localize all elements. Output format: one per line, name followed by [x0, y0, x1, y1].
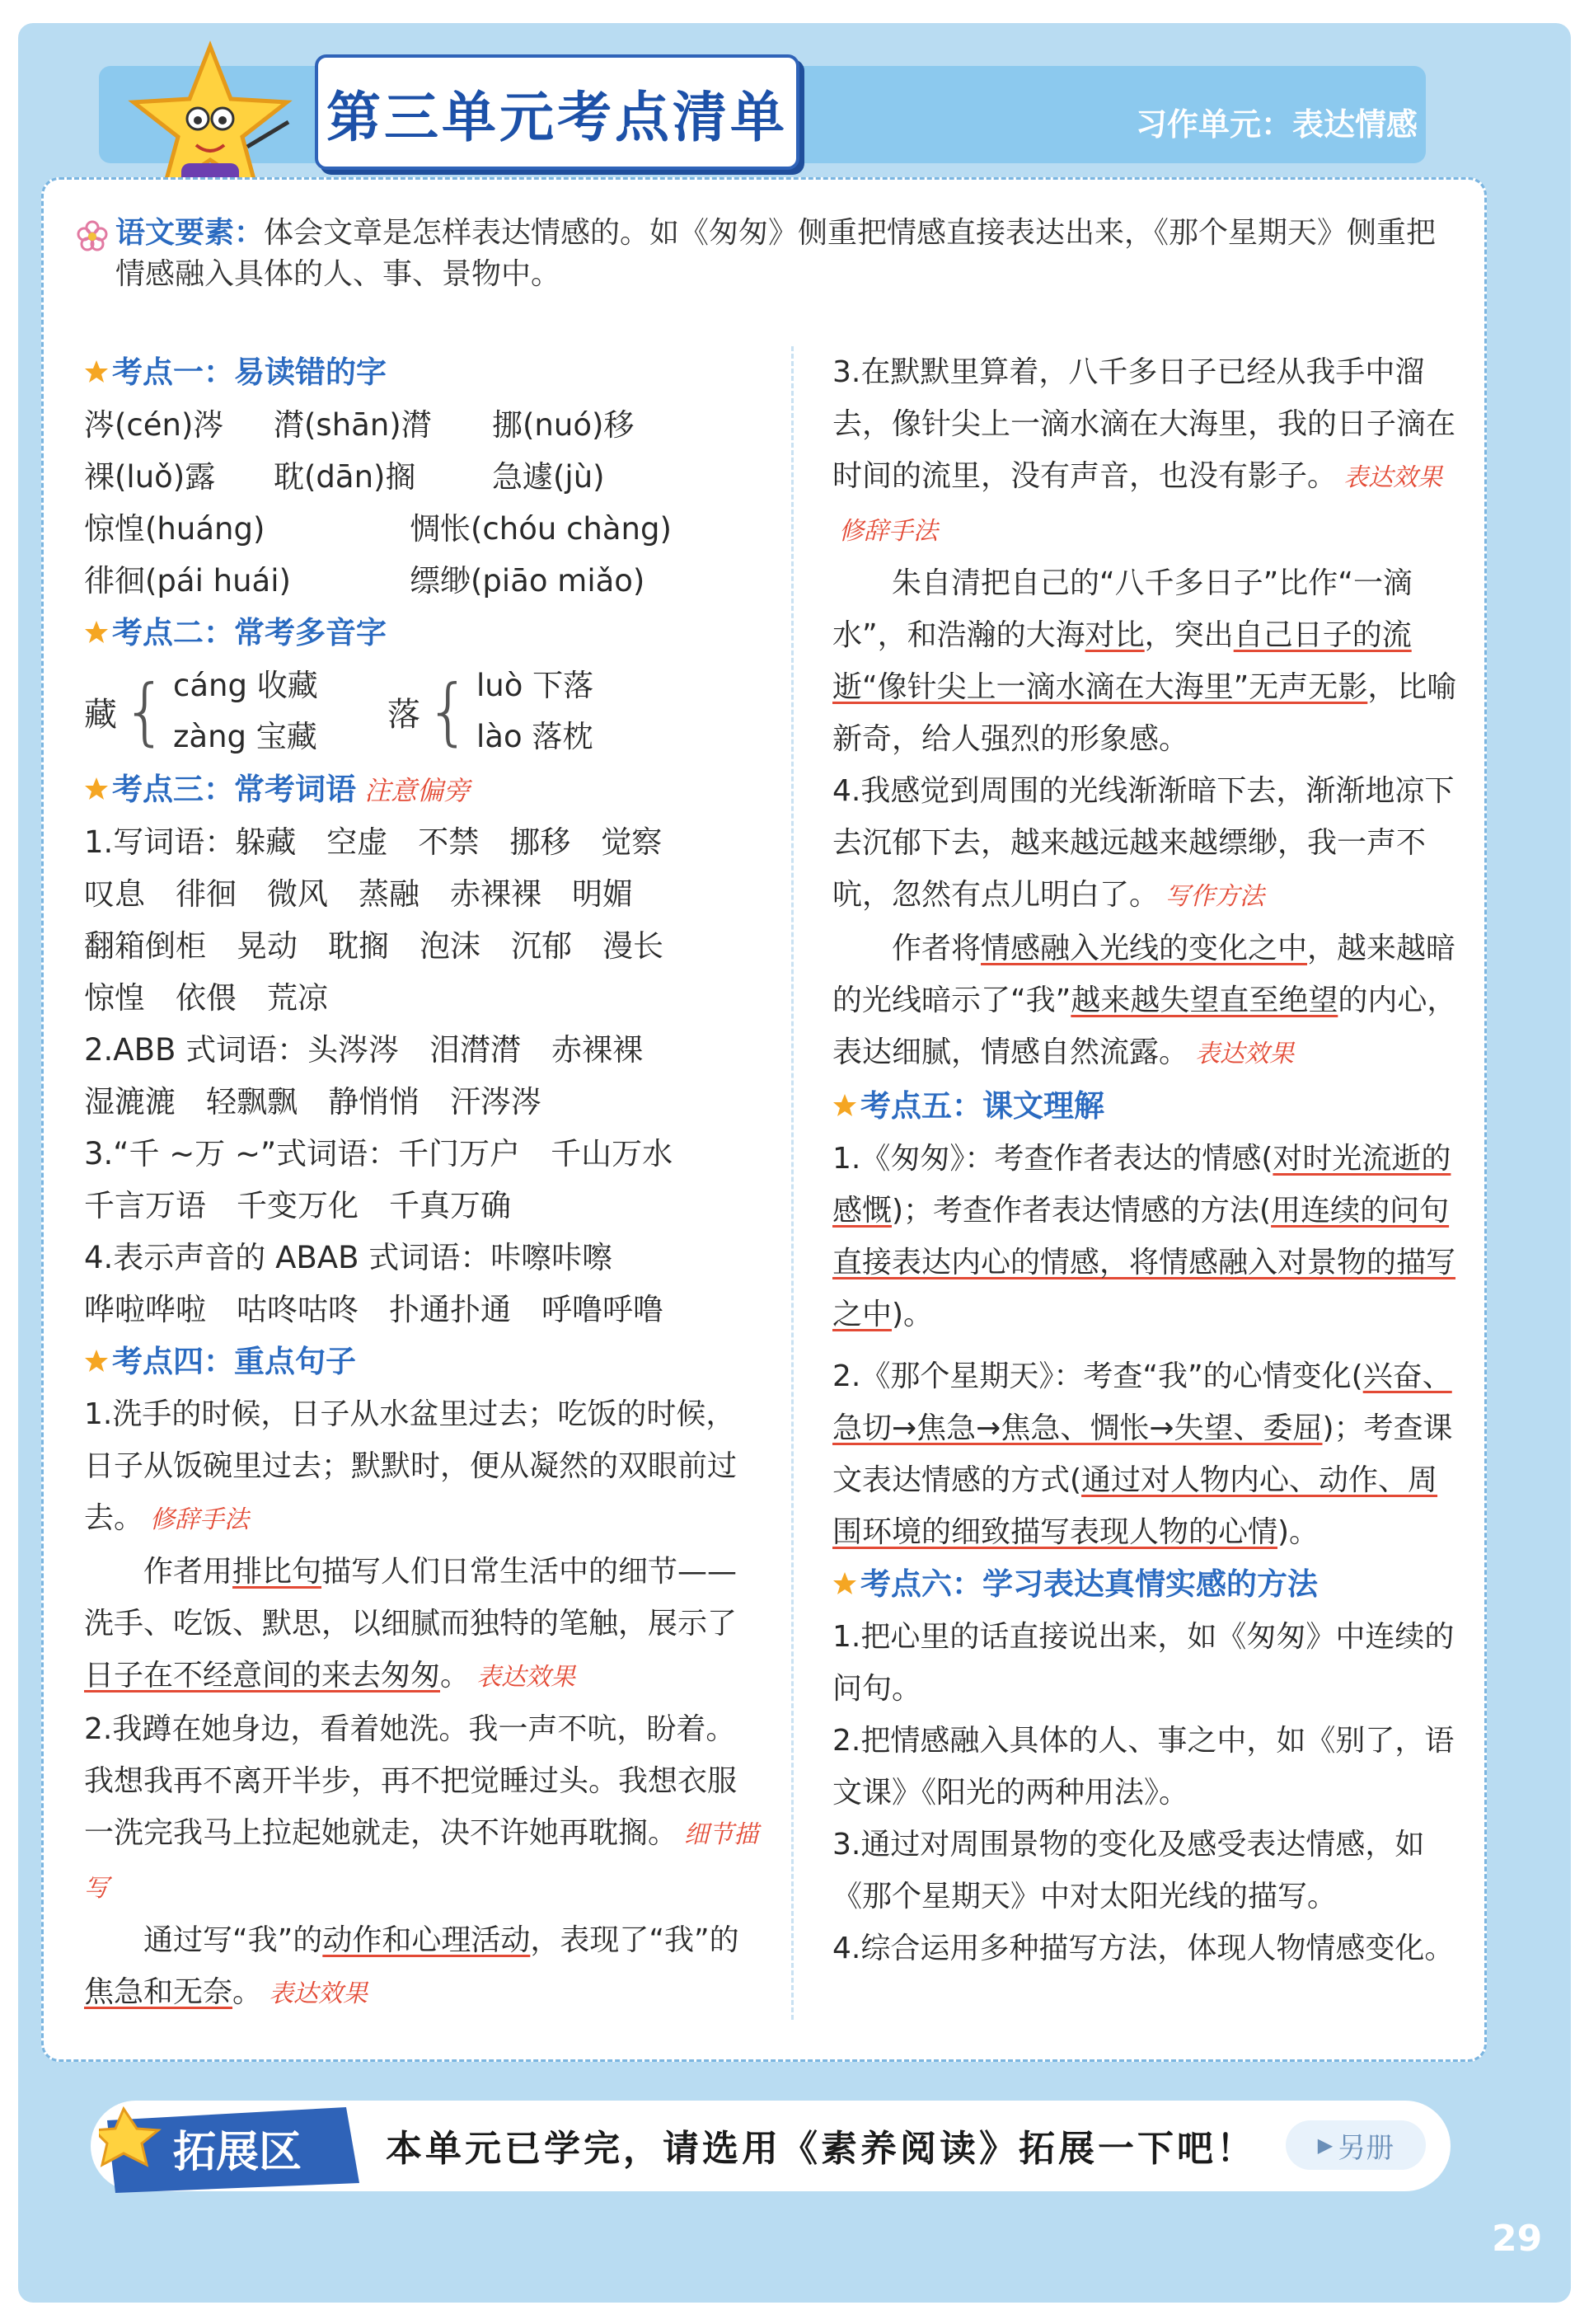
sentence-text: 3.在默默里算着，八千多日子已经从我手中溜去，像针尖上一滴水滴在大海里，我的日子滴在时间的流里，没有声音，也没有影子。	[832, 355, 1456, 493]
section-4-heading	[84, 1336, 760, 1388]
word: 耽(dān)搁	[274, 459, 416, 495]
analysis-text: 作者用	[143, 1555, 233, 1589]
section-3-title: 考点三：常考词语	[112, 772, 356, 807]
star-icon	[84, 1349, 109, 1373]
extension-text: 本单元已学完，请选用《素养阅读》拓展一下吧！	[386, 2128, 1256, 2170]
sentence-text: 4.我感觉到周围的光线渐渐暗下去，渐渐地凉下去沉郁下去，越来越远越来越缥缈，我一声不吭，忽然有点儿明白了。	[832, 774, 1455, 912]
section-6-title: 考点六：学习表达真情实感的方法	[860, 1566, 1318, 1602]
pinyin-row-4	[84, 555, 760, 607]
word-line: 哗啦哗啦 咕咚咕咚 扑通扑通 呼噜呼噜	[84, 1292, 663, 1327]
word: 徘徊(pái huái)	[84, 563, 291, 599]
item-text: )；考查作者表达情感的方法(	[892, 1194, 1272, 1228]
analysis-text: 。	[232, 1975, 263, 2009]
item-text: )；考查课文表达情感的方式(	[832, 1411, 1453, 1497]
section-1-title: 考点一：易读错的字	[112, 354, 387, 390]
item-highlight: 兴奋、急切→焦急→焦急、惆怅→失望、委屈	[832, 1359, 1452, 1445]
extension-badge-label: 拓展区	[173, 2128, 302, 2177]
annotation-note: 注意偏旁	[364, 775, 471, 806]
pinyin-row-2	[84, 451, 760, 503]
polyphone-char: 藏	[84, 695, 117, 734]
section-2-title: 考点二：常考多音字	[112, 615, 387, 650]
analysis-text: ，突出	[1144, 618, 1234, 652]
analysis-text: 的内心，表达细腻，情感自然流露。	[832, 984, 1457, 1069]
analysis-text: 描写人们日常生活中的细节——洗手、吃饭、默思，以细腻而独特的笔触，展示了	[84, 1555, 738, 1641]
separate-book-button[interactable]	[1286, 2120, 1426, 2170]
analysis-3	[832, 557, 1459, 765]
brace-icon: {	[425, 669, 471, 754]
word: 惆怅(chóu chàng)	[410, 511, 672, 547]
analysis-text: 。	[440, 1659, 471, 1693]
item-highlight: 对时光流逝的感慨	[832, 1142, 1451, 1228]
analysis-highlight: 情感融入光线的变化之中	[981, 932, 1308, 965]
reading: zàng 宝藏	[173, 719, 317, 754]
brace-icon: {	[122, 669, 168, 754]
method-item: 4.综合运用多种描写方法，体现人物情感变化。	[832, 1932, 1455, 1965]
sentence-text: 2.我蹲在她身边，看着她洗。我一声不吭，盼着。我想我再不离开半步，再不把觉睡过头。我想衣服一洗完我马上拉起她就走，决不许她再耽搁。	[84, 1712, 738, 1850]
star-icon	[84, 620, 109, 645]
analysis-highlight: 日子在不经意间的来去匆匆	[84, 1659, 441, 1693]
method-item: 3.通过对周围景物的变化及感受表达情感，如《那个星期天》中对太阳光线的描写。	[832, 1828, 1425, 1913]
analysis-4	[832, 923, 1459, 1080]
section-1-heading	[84, 346, 760, 399]
analysis-text: 作者将	[892, 932, 982, 965]
extension-badge	[99, 2104, 363, 2195]
word-line: 4.表示声音的 ABAB 式词语：咔嚓咔嚓	[84, 1240, 613, 1275]
word: 惊惶(huáng)	[84, 511, 265, 547]
word: 涔(cén)涔	[84, 407, 224, 443]
analysis-text: 通过写“我”的	[143, 1923, 323, 1957]
word: 裸(luǒ)露	[84, 459, 216, 495]
word-line: 千言万语 千变万化 千真万确	[84, 1188, 511, 1223]
reading: luò 下落	[476, 668, 594, 703]
page-number: 29	[1492, 2218, 1543, 2260]
section-5-heading	[832, 1080, 1459, 1133]
analysis-1	[84, 1546, 760, 1703]
item-text: )。	[1277, 1515, 1319, 1549]
intro-block	[115, 213, 1451, 295]
item-text: 2.《那个星期天》：考查“我”的心情变化(	[832, 1359, 1363, 1393]
analysis-text: ，表现了“我”的	[530, 1923, 739, 1957]
polyphone-readings	[173, 660, 387, 763]
flower-icon	[76, 219, 109, 252]
play-icon: ▶	[1317, 2134, 1334, 2157]
polyphone-readings	[476, 660, 593, 763]
analysis-highlight: 对比	[1085, 618, 1145, 652]
word-line: 叹息 徘徊 微风 蒸融 赤裸裸 明媚	[84, 876, 633, 912]
key-sentence-3	[832, 346, 1459, 557]
reading: cáng 收藏	[173, 668, 318, 703]
analysis-highlight: 越来越失望直至绝望	[1071, 984, 1338, 1017]
annotation-tag: 表达效果	[1343, 463, 1443, 492]
analysis-highlight: 动作和心理活动	[322, 1923, 531, 1957]
pinyin-row-3	[84, 503, 760, 555]
annotation-tag: 细节描写	[84, 1820, 759, 1903]
section-5-title: 考点五：课文理解	[860, 1088, 1104, 1124]
reading: lào 落枕	[476, 719, 593, 754]
analysis-2	[84, 1914, 760, 2020]
annotation-tag: 表达效果	[1195, 1040, 1295, 1068]
word: 潸(shān)潸	[274, 407, 432, 443]
word-line: 3.“千 ~万 ~”式词语：千门万户 千山万水	[84, 1136, 673, 1171]
item-highlight: 用连续的问句直接表达内心的情感，将情感融入对景物的描写之中	[832, 1194, 1456, 1331]
method-item: 2.把情感融入具体的人、事之中，如《别了，语文课》《阳光的两种用法》。	[832, 1724, 1455, 1810]
star-icon	[832, 1093, 857, 1118]
separate-book-label: 另册	[1338, 2132, 1394, 2164]
key-sentence-2	[84, 1703, 760, 1914]
analysis-text: ，比喻新奇，给人强烈的形象感。	[832, 670, 1457, 756]
word: 急遽(jù)	[492, 459, 605, 495]
word: 缥缈(piāo miǎo)	[410, 563, 645, 599]
word-line: 1.写词语：躲藏 空虚 不禁 挪移 觉察	[84, 824, 663, 860]
item-text: 1.《匆匆》：考查作者表达的情感(	[832, 1142, 1273, 1176]
annotation-tag: 表达效果	[269, 1979, 368, 2008]
analysis-highlight: 自己日子的流逝“像针尖上一滴水滴在大海里”无声无影	[832, 618, 1412, 704]
column-divider	[791, 346, 794, 2020]
unit-tag: 习作单元：表达情感	[1135, 106, 1418, 143]
intro-text: 体会文章是怎样表达情感的。如《匆匆》侧重把情感直接表达出来，《那个星期天》侧重把情感融入具体的人、事、景物中。	[115, 216, 1437, 291]
section-2-heading	[84, 607, 760, 660]
section-6-heading	[832, 1558, 1459, 1611]
analysis-text: ，越来越暗的光线暗示了“我”	[832, 932, 1456, 1017]
title-box	[315, 54, 799, 170]
item-text: )。	[892, 1298, 934, 1331]
annotation-tag: 写作方法	[1165, 882, 1265, 911]
word-line: 2.ABB 式词语：头涔涔 泪潸潸 赤裸裸	[84, 1032, 644, 1068]
page-title: 第三单元考点清单	[326, 85, 788, 149]
left-column	[84, 346, 760, 2020]
section-3-heading	[84, 763, 760, 816]
annotation-tag: 表达效果	[476, 1663, 576, 1692]
analysis-highlight: 焦急和无奈	[84, 1975, 233, 2009]
sentence-text: 1.洗手的时候，日子从水盆里过去；吃饭的时候，日子从饭碗里过去；默默时，便从凝然的双眼前过去。	[84, 1397, 738, 1535]
key-sentence-4	[832, 765, 1459, 923]
word-line: 湿漉漉 轻飘飘 静悄悄 汗涔涔	[84, 1084, 541, 1120]
word-line: 惊惶 依偎 荒凉	[84, 980, 328, 1016]
right-column	[832, 346, 1459, 1974]
polyphone-group	[84, 660, 760, 763]
word: 挪(nuó)移	[492, 407, 635, 443]
understanding-item-2	[832, 1350, 1459, 1558]
annotation-tag: 修辞手法	[839, 517, 938, 546]
understanding-item-1	[832, 1133, 1459, 1340]
key-sentence-1	[84, 1388, 760, 1546]
intro-label: 语文要素：	[115, 216, 265, 250]
section-4-title: 考点四：重点句子	[112, 1344, 356, 1379]
method-item: 1.把心里的话直接说出来，如《匆匆》中连续的问句。	[832, 1620, 1455, 1706]
word-line: 翻箱倒柜 晃动 耽搁 泡沫 沉郁 漫长	[84, 928, 663, 964]
item-highlight: 通过对人物内心、动作、周围环境的细致描写表现人物的心情	[832, 1463, 1438, 1549]
pinyin-row-1	[84, 399, 760, 451]
star-icon	[84, 777, 109, 801]
analysis-text: 朱自清把自己的“八千多日子”比作“一滴水”，和浩瀚的大海	[832, 566, 1413, 652]
polyphone-char: 落	[387, 695, 420, 734]
star-icon	[832, 1571, 857, 1596]
star-icon	[84, 359, 109, 384]
analysis-highlight: 排比句	[232, 1555, 322, 1589]
annotation-tag: 修辞手法	[150, 1505, 250, 1534]
